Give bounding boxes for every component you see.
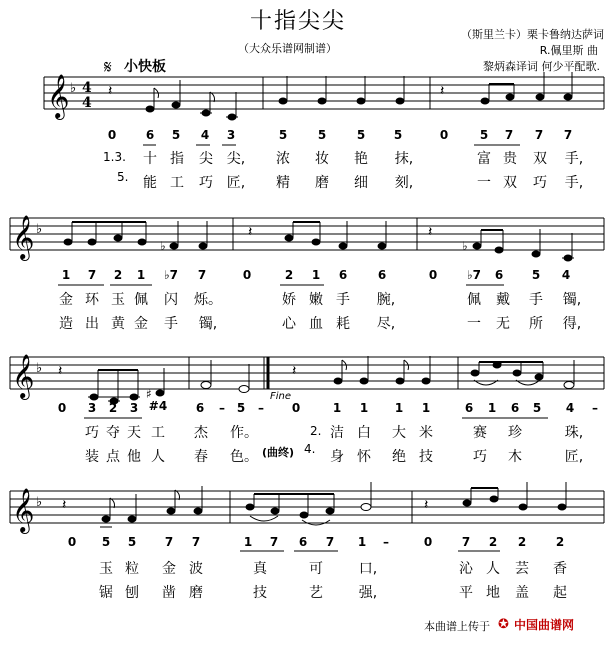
lyric: 腕, xyxy=(376,292,396,308)
jianpu-note: 4 xyxy=(200,128,210,142)
lyric: 闪 xyxy=(164,292,178,308)
lyric: 金 xyxy=(134,316,148,332)
jianpu-note: 5 xyxy=(317,128,327,142)
jianpu-note: 0 xyxy=(57,401,67,415)
subtitle: （大众乐谱网制谱） xyxy=(238,42,337,55)
lyric: 匠, xyxy=(564,449,584,465)
lyric: 尖 xyxy=(199,151,213,167)
lyric: 珍 xyxy=(508,425,522,441)
jianpu-note: 1 xyxy=(357,535,367,549)
jianpu-note: 6 xyxy=(338,268,348,282)
jianpu-note: 5 xyxy=(171,128,181,142)
flat-icon: ♭ xyxy=(36,222,43,237)
lyric: 佩 xyxy=(134,292,148,308)
lyric: 造 xyxy=(59,316,73,332)
lyric: 香 xyxy=(553,561,567,577)
jianpu-note: 1 xyxy=(421,401,431,415)
lyric: 夺 xyxy=(106,425,120,441)
lyric: 金 xyxy=(162,561,176,577)
lyric: 平 xyxy=(459,585,473,601)
jianpu-note: 2 xyxy=(108,401,118,415)
jianpu-note: 7 xyxy=(504,128,514,142)
logo-icon: ✪ xyxy=(498,617,509,632)
jianpu-note: 3 xyxy=(226,128,236,142)
lyric: 无 xyxy=(496,316,510,332)
svg-text:𝄽: 𝄽 xyxy=(248,224,253,240)
lyric: 木 xyxy=(508,449,522,465)
lyric: 凿 xyxy=(162,585,176,601)
jianpu-note: 1 xyxy=(359,401,369,415)
lyric: 工 xyxy=(151,425,165,441)
lyric: 技 xyxy=(253,585,267,601)
flat-icon: ♭ xyxy=(70,81,77,96)
svg-text:𝄽: 𝄽 xyxy=(424,497,429,513)
jianpu-note: 4 xyxy=(565,401,575,415)
lyric: 十 xyxy=(143,151,157,167)
jianpu-note: 7 xyxy=(164,535,174,549)
jianpu-note: 7 xyxy=(269,535,279,549)
notes-system-3 xyxy=(58,356,574,404)
jianpu-note: 0 xyxy=(423,535,433,549)
jianpu-note: 0 xyxy=(439,128,449,142)
verse-number: 4. xyxy=(304,442,316,456)
verse-number: 1.3. xyxy=(103,150,126,164)
lyric: 盖 xyxy=(515,585,529,601)
lyric: 尖, xyxy=(226,151,246,167)
upload-note: 本曲谱上传于 xyxy=(424,620,490,633)
lyric: 精 xyxy=(276,175,290,191)
svg-text:𝄽: 𝄽 xyxy=(108,83,113,99)
jianpu-note: 1 xyxy=(394,401,404,415)
lyric: 刨 xyxy=(125,585,139,601)
lyric: 手, xyxy=(564,151,584,167)
segno-icon: 𝄋 xyxy=(104,57,112,78)
lyric: 佩 xyxy=(467,292,481,308)
jianpu-dash: – xyxy=(383,535,389,549)
lyric: 艳 xyxy=(354,151,368,167)
lyric: 他 xyxy=(127,449,141,465)
lyric: 波 xyxy=(189,561,203,577)
lyric: 指 xyxy=(170,151,184,167)
lyric: 环 xyxy=(85,292,99,308)
lyric: 地 xyxy=(486,585,500,601)
jianpu-note: 5 xyxy=(393,128,403,142)
jianpu-dash: – xyxy=(592,401,598,415)
jianpu-note: 0 xyxy=(291,401,301,415)
lyric: 耗 xyxy=(336,316,350,332)
lyric: 黄 xyxy=(111,316,125,332)
credit-origin: （斯里兰卡）栗卡鲁纳达萨词 xyxy=(461,28,604,41)
lyric: 芸 xyxy=(515,561,529,577)
lyric: 手 xyxy=(336,292,350,308)
verse-number: 2. xyxy=(310,424,322,438)
notes-system-1 xyxy=(108,72,572,120)
tempo-marking: 小快板 xyxy=(124,59,166,75)
lyric: 装 xyxy=(85,449,99,465)
flat-icon: ♭ xyxy=(36,361,43,376)
jianpu-note: 5 xyxy=(127,535,137,549)
lyric: 细 xyxy=(354,175,368,191)
time-signature-top: 4 xyxy=(82,80,92,96)
lyrics-row-3a xyxy=(0,422,614,440)
svg-text:♭: ♭ xyxy=(160,239,166,253)
lyric: 能 xyxy=(143,175,157,191)
lyric: 烁。 xyxy=(194,292,222,308)
lyric: 起 xyxy=(553,585,567,601)
jianpu-note: 7 xyxy=(191,535,201,549)
lyric: 艺 xyxy=(309,585,323,601)
jianpu-note: 5 xyxy=(479,128,489,142)
lyric: 玉 xyxy=(111,292,125,308)
lyric: 血 xyxy=(309,316,323,332)
lyric: 天 xyxy=(127,425,141,441)
fine-marking: Fine xyxy=(270,391,292,402)
credit-composer: R.佩里斯 曲 xyxy=(539,44,598,57)
credit-translators: 黎炳森译词 何少平配歌. xyxy=(483,60,600,73)
jianpu-dash: – xyxy=(219,401,225,415)
lyric: 杰 xyxy=(194,425,208,441)
lyric: 白 xyxy=(357,425,371,441)
lyric: 贵 xyxy=(503,151,517,167)
jianpu-note: 6 xyxy=(298,535,308,549)
lyric: 人 xyxy=(151,449,165,465)
jianpu-row-3 xyxy=(0,401,614,417)
lyric: 巧 xyxy=(533,175,547,191)
lyric: 手 xyxy=(529,292,543,308)
jianpu-note: 5 xyxy=(278,128,288,142)
lyrics-row-1a xyxy=(0,148,614,166)
jianpu-note: 6 xyxy=(510,401,520,415)
jianpu-note: 1 xyxy=(136,268,146,282)
jianpu-note: 7 xyxy=(325,535,335,549)
jianpu-note: 1 xyxy=(311,268,321,282)
time-signature-bottom: 4 xyxy=(82,95,92,111)
lyrics-row-1b xyxy=(0,172,614,190)
lyric: 米 xyxy=(419,425,433,441)
lyrics-row-4b xyxy=(0,582,614,600)
lyric: 手, xyxy=(564,175,584,191)
lyric: 浓 xyxy=(276,151,290,167)
lyric: 巧 xyxy=(473,449,487,465)
jianpu-note: 6 xyxy=(145,128,155,142)
lyrics-row-2b xyxy=(0,313,614,331)
lyric: 镯, xyxy=(562,292,582,308)
jianpu-note: 6 xyxy=(494,268,504,282)
lyric: 技 xyxy=(419,449,433,465)
jianpu-note: 2 xyxy=(113,268,123,282)
jianpu-note: 7 xyxy=(534,128,544,142)
lyric: 出 xyxy=(85,316,99,332)
jianpu-note: 5 xyxy=(531,268,541,282)
svg-text:𝄽: 𝄽 xyxy=(292,363,297,379)
jianpu-underlines xyxy=(58,145,548,551)
svg-text:𝄽: 𝄽 xyxy=(440,83,445,99)
lyric: 刻, xyxy=(394,175,414,191)
jianpu-note: 2 xyxy=(488,535,498,549)
lyric: 真 xyxy=(253,561,267,577)
lyric: 大 xyxy=(392,425,406,441)
lyric: 一 xyxy=(467,316,481,332)
jianpu-note: 1 xyxy=(487,401,497,415)
lyric: 作。 xyxy=(230,425,258,441)
lyrics-row-2a xyxy=(0,289,614,307)
lyric: 所 xyxy=(529,316,543,332)
lyric: 尽, xyxy=(376,316,396,332)
site-brand[interactable]: 中国曲谱网 xyxy=(514,618,575,632)
lyric: 得, xyxy=(562,316,582,332)
jianpu-dash: – xyxy=(258,401,264,415)
lyric: 戴 xyxy=(496,292,510,308)
lyric: 金 xyxy=(59,292,73,308)
lyric: 磨 xyxy=(189,585,203,601)
jianpu-note: 5 xyxy=(101,535,111,549)
jianpu-note: 1 xyxy=(332,401,342,415)
treble-clef-icon: 𝄞 xyxy=(12,215,35,259)
lyric: 身 xyxy=(330,449,344,465)
lyric: 巧 xyxy=(85,425,99,441)
lyric: 抹, xyxy=(394,151,414,167)
lyric: 富 xyxy=(477,151,491,167)
jianpu-note: 7 xyxy=(461,535,471,549)
jianpu-note: ♭7 xyxy=(163,268,179,282)
lyric: 色。 xyxy=(230,449,258,465)
svg-text:♯: ♯ xyxy=(146,387,152,401)
lyric: 手 xyxy=(164,316,178,332)
notes-system-2 xyxy=(64,221,574,261)
lyric: 巧 xyxy=(199,175,213,191)
jianpu-note: 0 xyxy=(242,268,252,282)
jianpu-note: 0 xyxy=(67,535,77,549)
notes-system-4 xyxy=(62,482,566,527)
lyric: 春 xyxy=(194,449,208,465)
lyric: 镯, xyxy=(198,316,218,332)
jianpu-note: 5 xyxy=(532,401,542,415)
lyric: 娇 xyxy=(282,292,296,308)
lyrics-row-4a xyxy=(0,558,614,576)
jianpu-row-4 xyxy=(0,535,614,551)
lyric: 玉 xyxy=(99,561,113,577)
lyric: 粒 xyxy=(125,561,139,577)
jianpu-note: 4 xyxy=(561,268,571,282)
jianpu-note: 5 xyxy=(236,401,246,415)
jianpu-row-2 xyxy=(0,268,614,284)
jianpu-row-1 xyxy=(0,128,614,144)
lyric: 嫩 xyxy=(309,292,323,308)
lyric: 双 xyxy=(533,151,547,167)
staff-4 xyxy=(10,491,604,523)
lyric: 口, xyxy=(358,561,378,577)
jianpu-note: ♭7 xyxy=(466,268,482,282)
jianpu-note: 1 xyxy=(243,535,253,549)
end-marker: (曲终) xyxy=(262,446,295,459)
lyric: 绝 xyxy=(392,449,406,465)
jianpu-note: 6 xyxy=(464,401,474,415)
lyric: 点 xyxy=(106,449,120,465)
lyric: 珠, xyxy=(564,425,584,441)
jianpu-note: 3 xyxy=(129,401,139,415)
svg-text:𝄽: 𝄽 xyxy=(62,497,67,513)
jianpu-note: 6 xyxy=(195,401,205,415)
jianpu-note: 6 xyxy=(377,268,387,282)
lyric: 工 xyxy=(170,175,184,191)
jianpu-note: 3 xyxy=(87,401,97,415)
lyric: 强, xyxy=(358,585,378,601)
jianpu-note: 7 xyxy=(197,268,207,282)
treble-clef-icon: 𝄞 xyxy=(12,354,35,398)
jianpu-note: 2 xyxy=(284,268,294,282)
jianpu-note: #4 xyxy=(148,399,168,413)
lyrics-row-3b xyxy=(0,442,614,465)
lyric: 一 xyxy=(477,175,491,191)
jianpu-note: 2 xyxy=(555,535,565,549)
jianpu-note: 0 xyxy=(107,128,117,142)
jianpu-note: 2 xyxy=(517,535,527,549)
lyric: 赛 xyxy=(473,425,487,441)
svg-text:♭: ♭ xyxy=(462,239,468,253)
page-title: 十指尖尖 xyxy=(250,9,347,34)
lyric: 匠, xyxy=(226,175,246,191)
lyric: 沁 xyxy=(459,561,473,577)
verse-number: 5. xyxy=(117,170,129,184)
jianpu-note: 1 xyxy=(61,268,71,282)
lyric: 心 xyxy=(282,316,296,332)
jianpu-note: 5 xyxy=(356,128,366,142)
jianpu-note: 7 xyxy=(563,128,573,142)
lyric: 双 xyxy=(503,175,517,191)
lyric: 磨 xyxy=(315,175,329,191)
lyric: 洁 xyxy=(330,425,344,441)
svg-text:𝄽: 𝄽 xyxy=(58,363,63,379)
lyric: 锯 xyxy=(99,585,113,601)
lyric: 怀 xyxy=(357,449,371,465)
treble-clef-icon: 𝄞 xyxy=(47,74,70,118)
jianpu-note: 7 xyxy=(87,268,97,282)
treble-clef-icon: 𝄞 xyxy=(12,488,35,532)
lyric: 可 xyxy=(309,561,323,577)
flat-icon: ♭ xyxy=(36,495,43,510)
lyric: 妆 xyxy=(315,151,329,167)
jianpu-note: 0 xyxy=(428,268,438,282)
lyric: 人 xyxy=(486,561,500,577)
svg-text:𝄽: 𝄽 xyxy=(428,224,433,240)
